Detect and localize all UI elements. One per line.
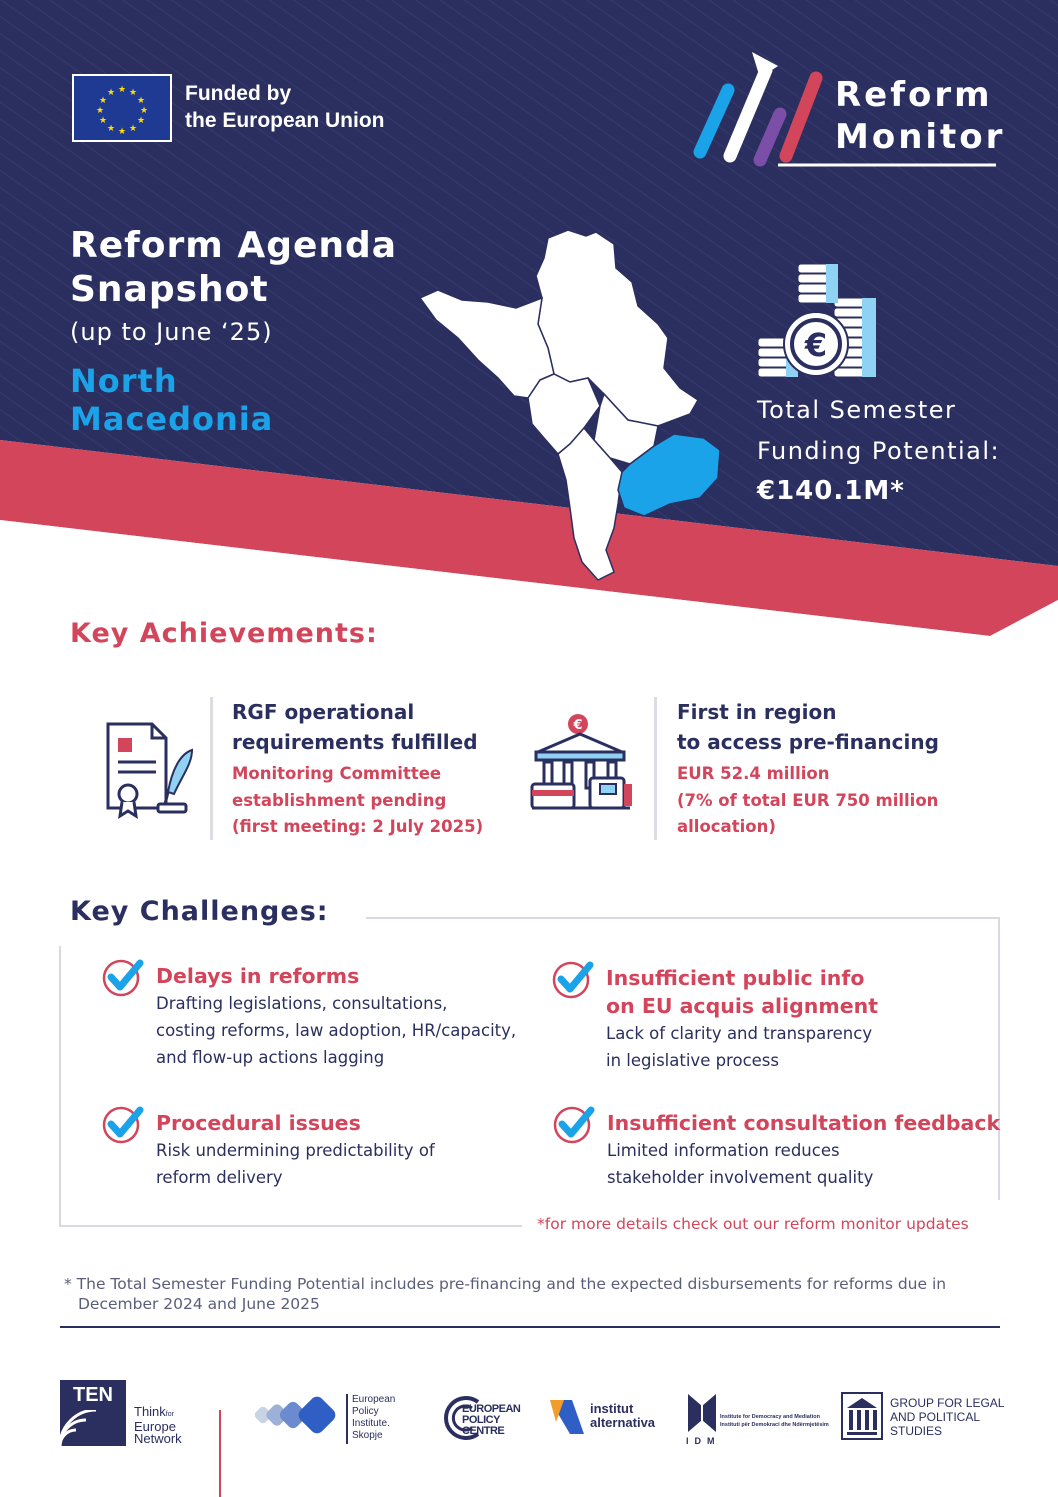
svg-text:★: ★ xyxy=(106,88,116,98)
title-line-2: Snapshot xyxy=(70,269,269,310)
svg-text:★: ★ xyxy=(128,88,138,98)
ten-name-1: Think xyxy=(134,1404,166,1419)
achievement-desc-line-1: EUR 52.4 million xyxy=(677,764,830,783)
check-icon xyxy=(102,1103,144,1145)
country-line-1: North xyxy=(70,362,178,400)
epi-divider xyxy=(346,1394,348,1444)
institut-alternativa-logo-icon xyxy=(546,1396,586,1436)
brand-line-2: Monitor xyxy=(835,117,1006,157)
svg-text:★: ★ xyxy=(117,127,127,137)
challenge-desc-line-2: stakeholder involvement quality xyxy=(607,1168,874,1187)
logo-divider xyxy=(219,1410,221,1497)
epi-skopje-logo-icon xyxy=(252,1394,344,1438)
svg-text:★: ★ xyxy=(128,124,138,134)
challenge-desc-line-3: and flow-up actions lagging xyxy=(156,1048,385,1067)
challenge-desc-line-1: Drafting legislations, consultations, xyxy=(156,994,448,1013)
epc-name xyxy=(462,1404,520,1437)
achievement-divider xyxy=(654,697,657,840)
idm-name-2: Instituti për Demokraci dhe Ndërmjetësim xyxy=(720,1422,829,1428)
epi-name-4: Skopje xyxy=(352,1430,383,1441)
achievements-title: Key Achievements: xyxy=(70,618,378,649)
svg-text:★: ★ xyxy=(98,96,108,106)
western-balkans-map xyxy=(418,228,728,584)
check-icon xyxy=(552,958,594,1000)
footnote-line-1: * The Total Semester Funding Potential includes pre-financing and the expected disbursements for reforms due in xyxy=(64,1275,947,1293)
ten-name-for: for xyxy=(165,1411,174,1418)
ten-logo xyxy=(60,1380,126,1446)
svg-text:★: ★ xyxy=(136,96,146,106)
svg-text:★: ★ xyxy=(106,124,116,134)
page-subtitle: (up to June ‘25) xyxy=(70,318,273,346)
achievement-desc-line-3: (first meeting: 2 July 2025) xyxy=(232,817,484,836)
challenge-item xyxy=(607,1109,1000,1191)
challenge-title-line-1: Insufficient public info xyxy=(606,966,865,990)
challenge-title: Delays in reforms xyxy=(156,964,360,988)
ten-abbr: TEN xyxy=(73,1384,113,1406)
details-note: *for more details check out our reform monitor updates xyxy=(537,1215,969,1233)
achievement-item xyxy=(232,697,483,841)
institut-alternativa-name xyxy=(590,1402,655,1430)
title-line-1: Reform Agenda xyxy=(70,225,398,266)
country-name xyxy=(70,362,273,438)
epi-name-2: Policy xyxy=(352,1406,379,1417)
svg-text:★: ★ xyxy=(117,85,127,95)
eu-flag-icon xyxy=(72,74,172,142)
ten-arcs-icon xyxy=(60,1410,126,1446)
challenge-item xyxy=(156,962,516,1071)
challenges-title: Key Challenges: xyxy=(70,896,329,927)
epc-name-1: EUROPEAN xyxy=(462,1403,521,1415)
footer-divider xyxy=(60,1326,1000,1328)
glps-name-2: AND POLITICAL xyxy=(890,1410,981,1424)
challenge-desc-line-1: Risk undermining predictability of xyxy=(156,1141,435,1160)
epi-name-1: European xyxy=(352,1394,396,1405)
certificate-quill-icon xyxy=(102,720,198,820)
epi-name xyxy=(352,1394,395,1442)
challenge-desc-line-2: in legislative process xyxy=(606,1051,779,1070)
ia-name-1: institut xyxy=(590,1401,634,1416)
brand-name xyxy=(835,74,1005,158)
euro-coins-icon xyxy=(756,264,880,384)
funding-label xyxy=(757,390,1000,472)
svg-text:€: € xyxy=(804,326,828,364)
achievement-desc-line-2: (7% of total EUR 750 million xyxy=(677,790,939,810)
glps-name-3: STUDIES xyxy=(890,1424,943,1438)
achievement-title-line-2: requirements fulfilled xyxy=(232,730,478,754)
svg-text:★: ★ xyxy=(139,106,149,116)
ten-name-2: Europe xyxy=(134,1419,176,1434)
funding-value: €140.1M* xyxy=(757,476,905,506)
achievement-title-line-1: RGF operational xyxy=(232,700,415,724)
ia-name-2: alternativa xyxy=(590,1415,656,1430)
eu-funding-text: Funded by the European Union xyxy=(185,82,385,132)
glps-name-1: GROUP FOR LEGAL xyxy=(890,1396,1005,1410)
funding-label-line-2: Funding Potential: xyxy=(757,437,1001,465)
achievement-desc-line-3: allocation) xyxy=(677,817,776,836)
achievement-desc-line-2: establishment pending xyxy=(232,790,447,810)
challenge-item xyxy=(606,964,878,1074)
svg-text:★: ★ xyxy=(98,116,108,126)
check-icon xyxy=(102,956,144,998)
challenge-title: Procedural issues xyxy=(156,1111,361,1135)
epi-name-3: Institute. xyxy=(352,1418,390,1429)
page-title xyxy=(70,224,397,312)
challenge-title: Insufficient consultation feedback xyxy=(607,1111,1001,1135)
idm-name-1: Institute for Democracy and Mediation xyxy=(720,1414,820,1420)
map-region-bosnia xyxy=(420,290,554,398)
glps-name xyxy=(890,1396,1004,1438)
funding-label-line-1: Total Semester xyxy=(757,396,957,424)
challenge-desc-line-1: Limited information reduces xyxy=(607,1141,840,1160)
achievement-divider xyxy=(210,697,213,840)
achievement-desc-line-1: Monitoring Committee xyxy=(232,764,442,783)
svg-text:★: ★ xyxy=(95,106,105,116)
footnote-line-2: December 2024 and June 2025 xyxy=(78,1295,320,1313)
brand-line-1: Reform xyxy=(835,75,993,115)
ten-name-3: Network xyxy=(134,1431,182,1446)
challenge-desc-line-2: costing reforms, law adoption, HR/capacity, xyxy=(156,1021,517,1040)
svg-text:€: € xyxy=(573,718,583,733)
achievement-item xyxy=(677,697,939,841)
epc-name-3: CENTRE xyxy=(462,1425,505,1437)
achievement-title-line-1: First in region xyxy=(677,700,837,724)
check-icon xyxy=(553,1103,595,1145)
idm-name xyxy=(720,1413,829,1429)
challenge-desc-line-1: Lack of clarity and transparency xyxy=(606,1024,873,1043)
epc-name-2: POLICY xyxy=(462,1414,500,1426)
ten-name xyxy=(134,1406,182,1445)
glps-logo-icon xyxy=(841,1392,883,1440)
challenge-item xyxy=(156,1109,435,1191)
bank-euro-icon xyxy=(528,712,634,820)
country-line-2: Macedonia xyxy=(70,400,274,438)
achievement-title-line-2: to access pre-financing xyxy=(677,730,939,754)
challenge-title-line-2: on EU acquis alignment xyxy=(606,994,879,1018)
idm-abbr: IDM xyxy=(686,1436,721,1446)
challenge-desc-line-2: reform delivery xyxy=(156,1168,283,1187)
footnote xyxy=(64,1274,1014,1314)
svg-text:★: ★ xyxy=(136,116,146,126)
